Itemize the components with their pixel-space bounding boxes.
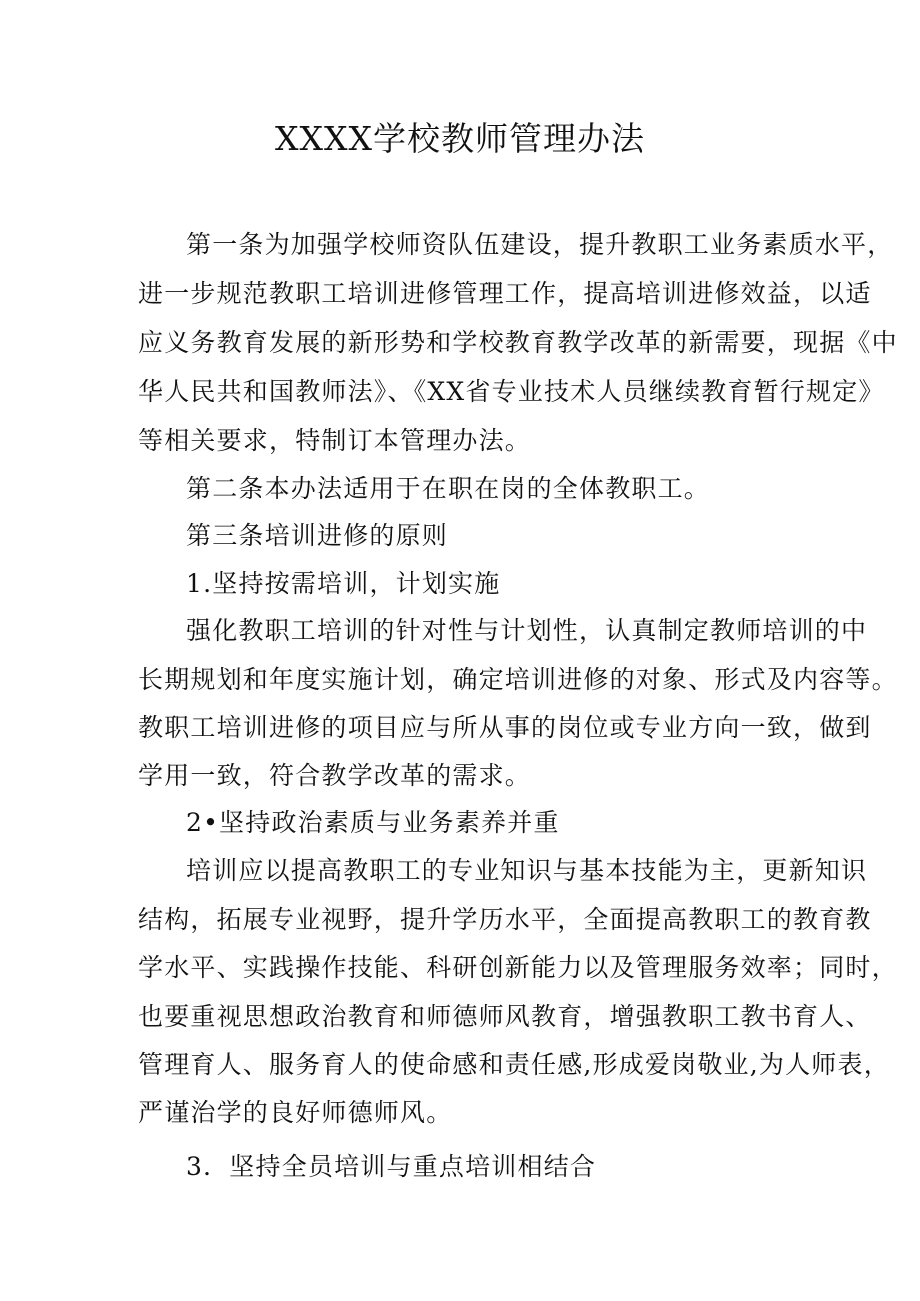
principle-1-line-4: 学用一致，符合教学改革的需求。	[138, 761, 532, 790]
article-3-heading: 第三条培训进修的原则	[186, 521, 449, 550]
principle-1-heading: 1.坚持按需培训，计划实施	[186, 569, 501, 598]
principle-2-line-2: 结构，拓展专业视野，提升学历水平，全面提高教职工的教育教	[138, 905, 872, 934]
article-1-line-4: 华人民共和国教师法》、《XX省专业技术人员继续教育暂行规定》	[138, 377, 885, 406]
article-1-line-1: 第一条为加强学校师资队伍建设，提升教职工业务素质水平，	[186, 230, 894, 259]
principle-1-line-2: 长期规划和年度实施计划，确定培训进修的对象、形式及内容等。	[138, 665, 898, 694]
article-2: 第二条本办法适用于在职在岗的全体教职工。	[186, 474, 711, 503]
article-1-line-5: 等相关要求，特制订本管理办法。	[138, 426, 532, 455]
principle-1-line-3: 教职工培训进修的项目应与所从事的岗位或专业方向一致，做到	[138, 713, 872, 742]
principle-2-heading: 2•坚持政治素质与业务素养并重	[186, 808, 560, 837]
article-1-line-2: 进一步规范教职工培训进修管理工作，提高培训进修效益，以适	[138, 279, 872, 308]
principle-2-line-3: 学水平、实践操作技能、科研创新能力以及管理服务效率；同时，	[138, 953, 898, 982]
article-1-line-3: 应义务教育发展的新形势和学校教育教学改革的新需要，现据《中	[138, 328, 898, 357]
document-title: XXXX学校教师管理办法	[275, 119, 645, 158]
principle-2-line-4: 也要重视思想政治教育和师德师风教育，增强教职工教书育人、	[138, 1002, 872, 1031]
principle-2-line-5: 管理育人、服务育人的使命感和责任感,形成爱岗敬业,为人师表，	[138, 1050, 890, 1079]
principle-2-line-1: 培训应以提高教职工的专业知识与基本技能为主，更新知识	[186, 856, 868, 885]
principle-3-heading: 3．坚持全员培训与重点培训相结合	[186, 1152, 597, 1181]
principle-2-line-6: 严谨治学的良好师德师风。	[138, 1098, 453, 1127]
principle-1-line-1: 强化教职工培训的针对性与计划性，认真制定教师培训的中	[186, 616, 868, 645]
